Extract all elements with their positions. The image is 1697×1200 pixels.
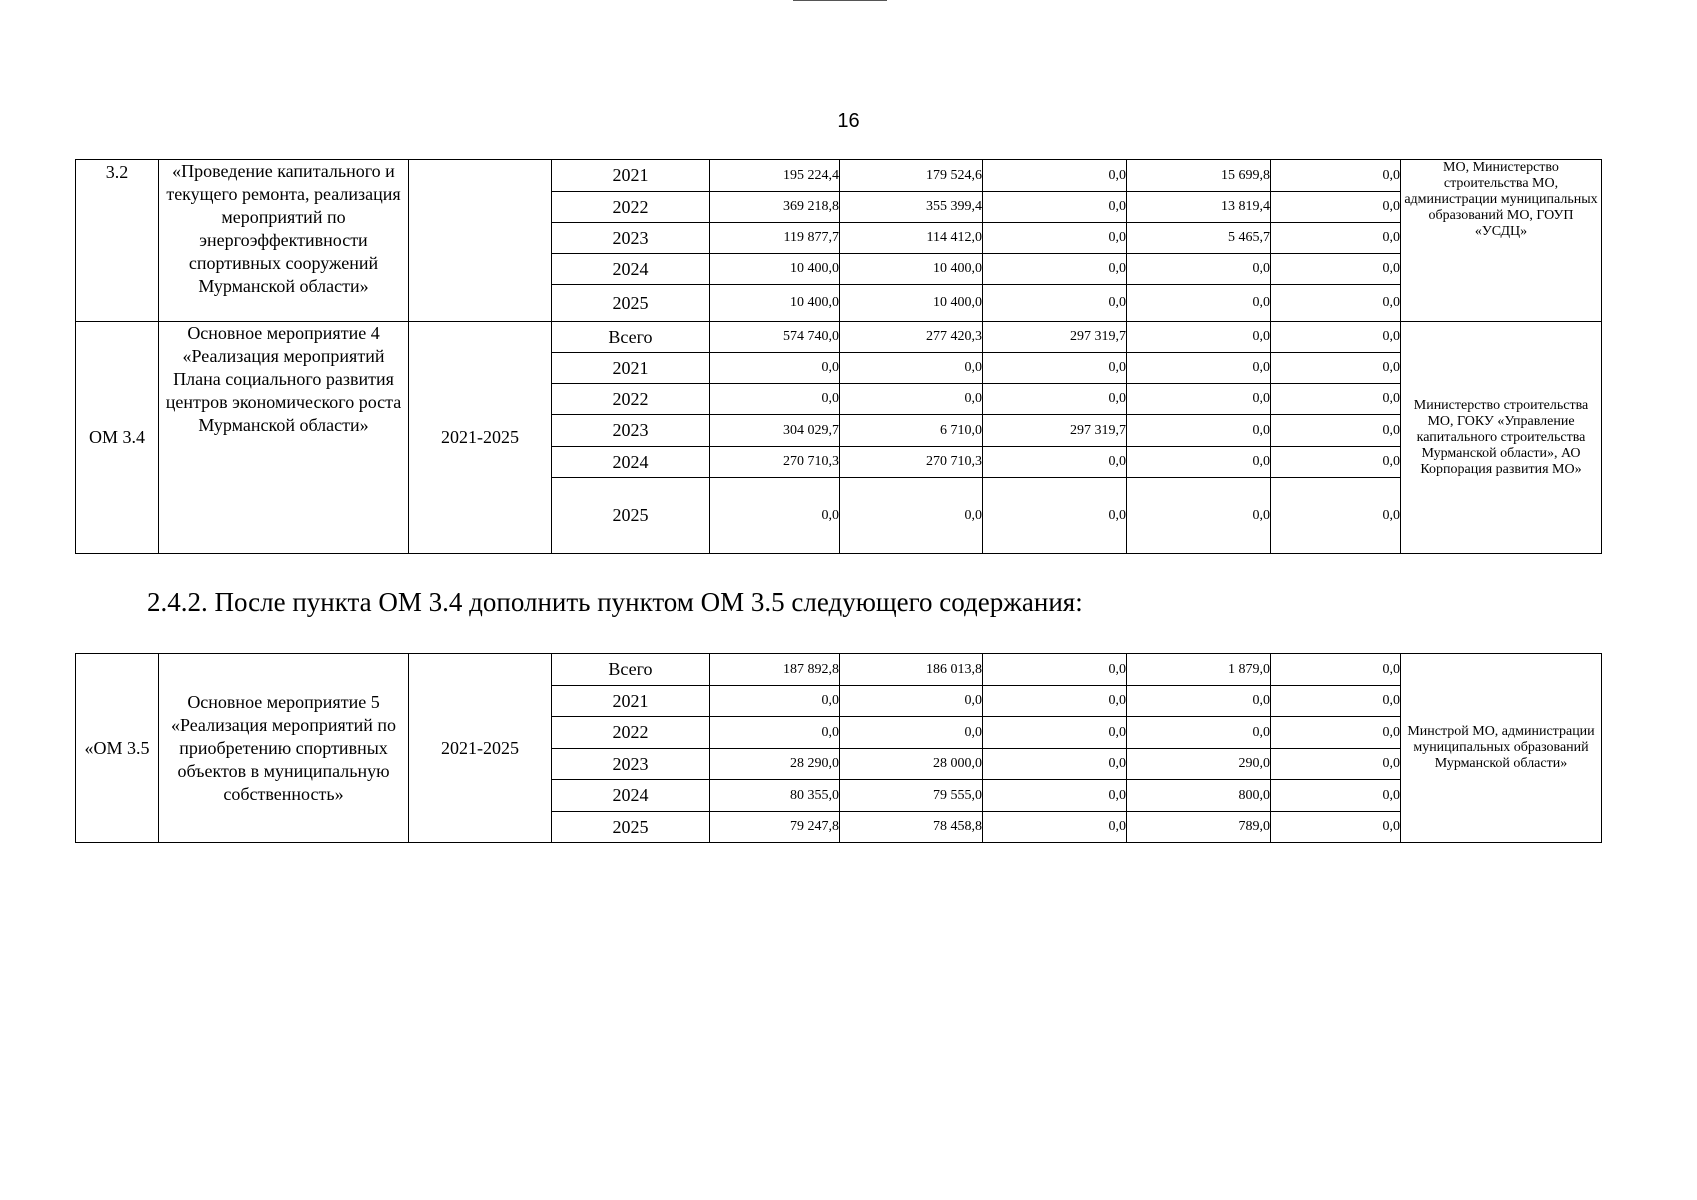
funding-cell: 0,0: [983, 478, 1127, 554]
item-name: «Проведение капитального и текущего ремонта, реализация мероприятий по энергоэффективности спортивных сооружений Мурманской области»: [159, 160, 409, 322]
funding-cell: 0,0: [983, 812, 1127, 843]
funding-cell: 0,0: [983, 285, 1127, 322]
funding-cell: 0,0: [1271, 749, 1401, 780]
table-row: [76, 160, 1602, 192]
page-number: 16: [837, 110, 860, 132]
year-cell: Всего: [552, 654, 710, 686]
funding-cell: 0,0: [1271, 717, 1401, 749]
total-cell: 0,0: [710, 478, 840, 554]
total-cell: 270 710,3: [710, 447, 840, 478]
year-cell: 2023: [552, 749, 710, 780]
year-cell: 2021: [552, 686, 710, 717]
item-period: [409, 160, 552, 322]
funding-cell: 0,0: [1271, 447, 1401, 478]
item-period: 2021-2025: [409, 322, 552, 554]
funding-cell: 0,0: [1127, 415, 1271, 447]
funding-cell: 0,0: [1127, 353, 1271, 384]
funding-cell: 0,0: [983, 192, 1127, 223]
year-cell: 2022: [552, 384, 710, 415]
funding-cell: 78 458,8: [840, 812, 983, 843]
executors: Минстрой МО, администрации муниципальных образований Мурманской области»: [1401, 654, 1602, 843]
funding-cell: 0,0: [1127, 384, 1271, 415]
funding-cell: 0,0: [840, 478, 983, 554]
funding-cell: 0,0: [1127, 447, 1271, 478]
year-cell: 2024: [552, 780, 710, 812]
funding-cell: 0,0: [1271, 686, 1401, 717]
funding-cell: 0,0: [1271, 415, 1401, 447]
item-code: 3.2: [76, 160, 159, 322]
funding-cell: 0,0: [983, 353, 1127, 384]
funding-cell: 800,0: [1127, 780, 1271, 812]
funding-cell: 789,0: [1127, 812, 1271, 843]
top-rule: [793, 0, 887, 1]
funding-cell: 0,0: [1127, 322, 1271, 353]
total-cell: 574 740,0: [710, 322, 840, 353]
year-cell: 2025: [552, 812, 710, 843]
funding-cell: 10 400,0: [840, 285, 983, 322]
total-cell: 79 247,8: [710, 812, 840, 843]
program-table-continued: [75, 159, 1602, 554]
funding-cell: 0,0: [1271, 353, 1401, 384]
year-cell: 2023: [552, 223, 710, 254]
funding-cell: 13 819,4: [1127, 192, 1271, 223]
total-cell: 10 400,0: [710, 254, 840, 285]
funding-cell: 297 319,7: [983, 322, 1127, 353]
funding-cell: 277 420,3: [840, 322, 983, 353]
funding-cell: 0,0: [983, 223, 1127, 254]
funding-cell: 0,0: [983, 254, 1127, 285]
item-code: ОМ 3.4: [76, 322, 159, 554]
year-cell: 2024: [552, 447, 710, 478]
funding-cell: 0,0: [983, 717, 1127, 749]
funding-cell: 114 412,0: [840, 223, 983, 254]
year-cell: 2024: [552, 254, 710, 285]
funding-cell: 0,0: [1127, 686, 1271, 717]
funding-cell: 355 399,4: [840, 192, 983, 223]
total-cell: 80 355,0: [710, 780, 840, 812]
funding-cell: 0,0: [1271, 654, 1401, 686]
funding-cell: 5 465,7: [1127, 223, 1271, 254]
funding-cell: 79 555,0: [840, 780, 983, 812]
funding-cell: 0,0: [1271, 780, 1401, 812]
funding-cell: 0,0: [840, 686, 983, 717]
amendment-heading: 2.4.2. После пункта ОМ 3.4 дополнить пунктом ОМ 3.5 следующего содержания:: [147, 587, 1083, 617]
total-cell: 304 029,7: [710, 415, 840, 447]
funding-cell: 0,0: [1271, 254, 1401, 285]
year-cell: 2023: [552, 415, 710, 447]
funding-cell: 0,0: [983, 384, 1127, 415]
year-cell: 2021: [552, 160, 710, 192]
item-period: 2021-2025: [409, 654, 552, 843]
total-cell: 369 218,8: [710, 192, 840, 223]
total-cell: 0,0: [710, 717, 840, 749]
total-cell: 0,0: [710, 384, 840, 415]
executors: МО, Министерство строительства МО, администрации муниципальных образований МО, ГОУП «УСДЦ»: [1401, 160, 1602, 322]
funding-cell: 0,0: [1127, 478, 1271, 554]
funding-cell: 0,0: [1271, 478, 1401, 554]
total-cell: 28 290,0: [710, 749, 840, 780]
funding-cell: 0,0: [983, 749, 1127, 780]
table-row: [76, 322, 1602, 353]
funding-cell: 0,0: [1271, 285, 1401, 322]
item-name: Основное мероприятие 4 «Реализация мероприятий Плана социального развития центров экономического роста Мурманской области»: [159, 322, 409, 554]
funding-cell: 179 524,6: [840, 160, 983, 192]
funding-cell: 1 879,0: [1127, 654, 1271, 686]
funding-cell: 0,0: [1127, 254, 1271, 285]
funding-cell: 0,0: [1271, 160, 1401, 192]
table-row: [76, 654, 1602, 686]
funding-cell: 0,0: [1127, 285, 1271, 322]
funding-cell: 15 699,8: [1127, 160, 1271, 192]
funding-cell: 0,0: [983, 686, 1127, 717]
funding-cell: 0,0: [983, 160, 1127, 192]
funding-cell: 0,0: [840, 717, 983, 749]
funding-cell: 0,0: [840, 384, 983, 415]
funding-cell: 0,0: [1271, 223, 1401, 254]
program-table-addition: [75, 653, 1602, 843]
year-cell: Всего: [552, 322, 710, 353]
funding-cell: 0,0: [840, 353, 983, 384]
total-cell: 0,0: [710, 686, 840, 717]
total-cell: 119 877,7: [710, 223, 840, 254]
funding-cell: 290,0: [1127, 749, 1271, 780]
funding-cell: 0,0: [1271, 384, 1401, 415]
item-name: Основное мероприятие 5 «Реализация мероприятий по приобретению спортивных объектов в муниципальную собственность»: [159, 654, 409, 843]
funding-cell: 28 000,0: [840, 749, 983, 780]
year-cell: 2022: [552, 192, 710, 223]
funding-cell: 10 400,0: [840, 254, 983, 285]
funding-cell: 0,0: [1271, 192, 1401, 223]
funding-cell: 0,0: [1271, 812, 1401, 843]
executors: Министерство строительства МО, ГОКУ «Управление капитального строительства Мурманской области», АО Корпорация развития МО»: [1401, 322, 1602, 554]
total-cell: 10 400,0: [710, 285, 840, 322]
year-cell: 2025: [552, 478, 710, 554]
total-cell: 187 892,8: [710, 654, 840, 686]
funding-cell: 0,0: [983, 447, 1127, 478]
funding-cell: 186 013,8: [840, 654, 983, 686]
funding-cell: 270 710,3: [840, 447, 983, 478]
funding-cell: 0,0: [983, 780, 1127, 812]
funding-cell: 0,0: [1127, 717, 1271, 749]
funding-cell: 297 319,7: [983, 415, 1127, 447]
funding-cell: 0,0: [1271, 322, 1401, 353]
funding-cell: 0,0: [983, 654, 1127, 686]
year-cell: 2022: [552, 717, 710, 749]
funding-cell: 6 710,0: [840, 415, 983, 447]
year-cell: 2025: [552, 285, 710, 322]
total-cell: 195 224,4: [710, 160, 840, 192]
year-cell: 2021: [552, 353, 710, 384]
item-code: «ОМ 3.5: [76, 654, 159, 843]
total-cell: 0,0: [710, 353, 840, 384]
